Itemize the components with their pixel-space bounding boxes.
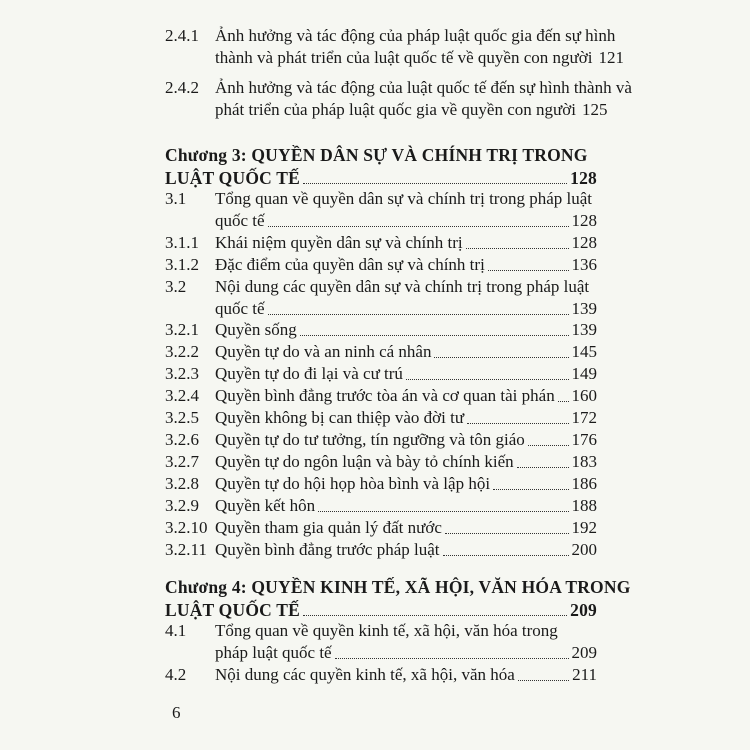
entry-number: 3.1	[165, 189, 187, 208]
entry-page: 183	[571, 452, 597, 471]
entry-title: Nội dung các quyền kinh tế, xã hội, văn hóa	[215, 665, 515, 684]
entry-number: 3.2.7	[165, 452, 199, 471]
entry-title-line1: Ảnh hưởng và tác động của pháp luật quốc gia đến sự hình	[215, 26, 616, 45]
entry-page: 209	[571, 643, 597, 662]
entry-number: 3.2.1	[165, 320, 199, 339]
entry-title: Đặc điểm của quyền dân sự và chính trị	[215, 255, 485, 274]
entry-page: 128	[571, 233, 597, 252]
entry-page: 136	[571, 255, 597, 274]
entry-number: 2.4.1	[165, 26, 199, 45]
entry-number: 3.2.11	[165, 540, 207, 559]
toc-entry-3-2-2	[0, 342, 750, 364]
entry-number: 2.4.2	[165, 78, 199, 97]
entry-number: 3.2.8	[165, 474, 199, 493]
toc-entry-3-2-1	[0, 320, 750, 342]
entry-number: 3.2.3	[165, 364, 199, 383]
entry-number: 3.2.6	[165, 430, 199, 449]
toc-chapter-4	[0, 577, 750, 623]
entry-title: Quyền tự do đi lại và cư trú	[215, 364, 403, 383]
toc-entry-3-2-4	[0, 386, 750, 408]
page-number: 6	[172, 703, 181, 722]
entry-title-line2: pháp luật quốc tế	[215, 643, 332, 662]
entry-number: 3.2.2	[165, 342, 199, 361]
entry-page: 121	[598, 48, 624, 67]
toc-entry-2-4-1	[0, 26, 750, 70]
entry-title-line1: Tổng quan về quyền dân sự và chính trị trong pháp luật	[215, 189, 592, 208]
toc-entry-4-2	[0, 665, 750, 687]
toc-entry-3-2-7	[0, 452, 750, 474]
chapter-page: 209	[570, 600, 597, 620]
entry-page: 139	[571, 320, 597, 339]
entry-page: 125	[581, 100, 608, 119]
toc-entry-3-1	[0, 189, 750, 233]
toc-chapter-3	[0, 145, 750, 191]
entry-title-line2: quốc tế	[215, 211, 265, 230]
entry-number: 4.1	[165, 621, 187, 640]
entry-number: 3.2.9	[165, 496, 199, 515]
toc-entry-3-1-2	[0, 255, 750, 277]
chapter-title-line2: LUẬT QUỐC TẾ	[165, 168, 300, 188]
toc-entry-3-2-11	[0, 540, 750, 562]
entry-page: 172	[571, 408, 597, 427]
entry-number: 3.2.5	[165, 408, 199, 427]
entry-title: Quyền tự do tư tưởng, tín ngưỡng và tôn giáo	[215, 430, 525, 449]
toc-entry-3-1-1	[0, 233, 750, 255]
entry-page: 188	[571, 496, 597, 515]
entry-title-line1: Ảnh hưởng và tác động của luật quốc tế đến sự hình thành và	[215, 78, 632, 97]
entry-title-line2: phát triển của pháp luật quốc gia về quyền con người	[215, 100, 576, 119]
entry-title: Quyền bình đẳng trước pháp luật	[215, 540, 440, 559]
entry-title: Quyền tự do ngôn luận và bày tỏ chính kiến	[215, 452, 514, 471]
entry-page: 192	[571, 518, 597, 537]
toc-entry-3-2-3	[0, 364, 750, 386]
entry-title: Quyền sống	[215, 320, 297, 339]
entry-title: Quyền không bị can thiệp vào đời tư	[215, 408, 465, 427]
toc-entry-3-2	[0, 277, 750, 321]
chapter-title-line2: LUẬT QUỐC TẾ	[165, 600, 300, 620]
entry-page: 186	[571, 474, 597, 493]
entry-title: Khái niệm quyền dân sự và chính trị	[215, 233, 463, 252]
entry-title-line2: quốc tế	[215, 299, 265, 318]
chapter-title-line1: Chương 4: QUYỀN KINH TẾ, XÃ HỘI, VĂN HÓA TRONG	[165, 577, 631, 597]
entry-page: 211	[572, 665, 597, 684]
entry-title-line2: thành và phát triển của luật quốc tế về quyền con người	[215, 48, 593, 67]
chapter-page: 128	[570, 168, 597, 188]
entry-title: Quyền bình đẳng trước tòa án và cơ quan tài phán	[215, 386, 555, 405]
toc-entry-2-4-2	[0, 78, 750, 122]
entry-page: 149	[571, 364, 597, 383]
toc-entry-4-1	[0, 621, 750, 665]
toc-entry-3-2-9	[0, 496, 750, 518]
entry-number: 3.2	[165, 277, 187, 296]
entry-page: 176	[571, 430, 597, 449]
toc-entry-3-2-5	[0, 408, 750, 430]
entry-number: 3.1.2	[165, 255, 199, 274]
toc-entry-3-2-10	[0, 518, 750, 540]
entry-title-line1: Nội dung các quyền dân sự và chính trị trong pháp luật	[215, 277, 590, 296]
entry-title-line1: Tổng quan về quyền kinh tế, xã hội, văn hóa trong	[215, 621, 558, 640]
entry-number: 3.2.10	[165, 518, 208, 537]
entry-page: 200	[571, 540, 597, 559]
toc-entry-3-2-6	[0, 430, 750, 452]
entry-title: Quyền tự do hội họp hòa bình và lập hội	[215, 474, 491, 493]
entry-title: Quyền tự do và an ninh cá nhân	[215, 342, 432, 361]
entry-title: Quyền kết hôn	[215, 496, 316, 515]
entry-page: 139	[571, 299, 597, 318]
entry-page: 160	[571, 386, 597, 405]
chapter-title-line1: Chương 3: QUYỀN DÂN SỰ VÀ CHÍNH TRỊ TRONG	[165, 145, 588, 165]
toc-entry-3-2-8	[0, 474, 750, 496]
entry-number: 4.2	[165, 665, 187, 684]
entry-title: Quyền tham gia quản lý đất nước	[215, 518, 442, 537]
entry-page: 128	[571, 211, 597, 230]
entry-number: 3.1.1	[165, 233, 199, 252]
entry-number: 3.2.4	[165, 386, 199, 405]
entry-page: 145	[571, 342, 597, 361]
